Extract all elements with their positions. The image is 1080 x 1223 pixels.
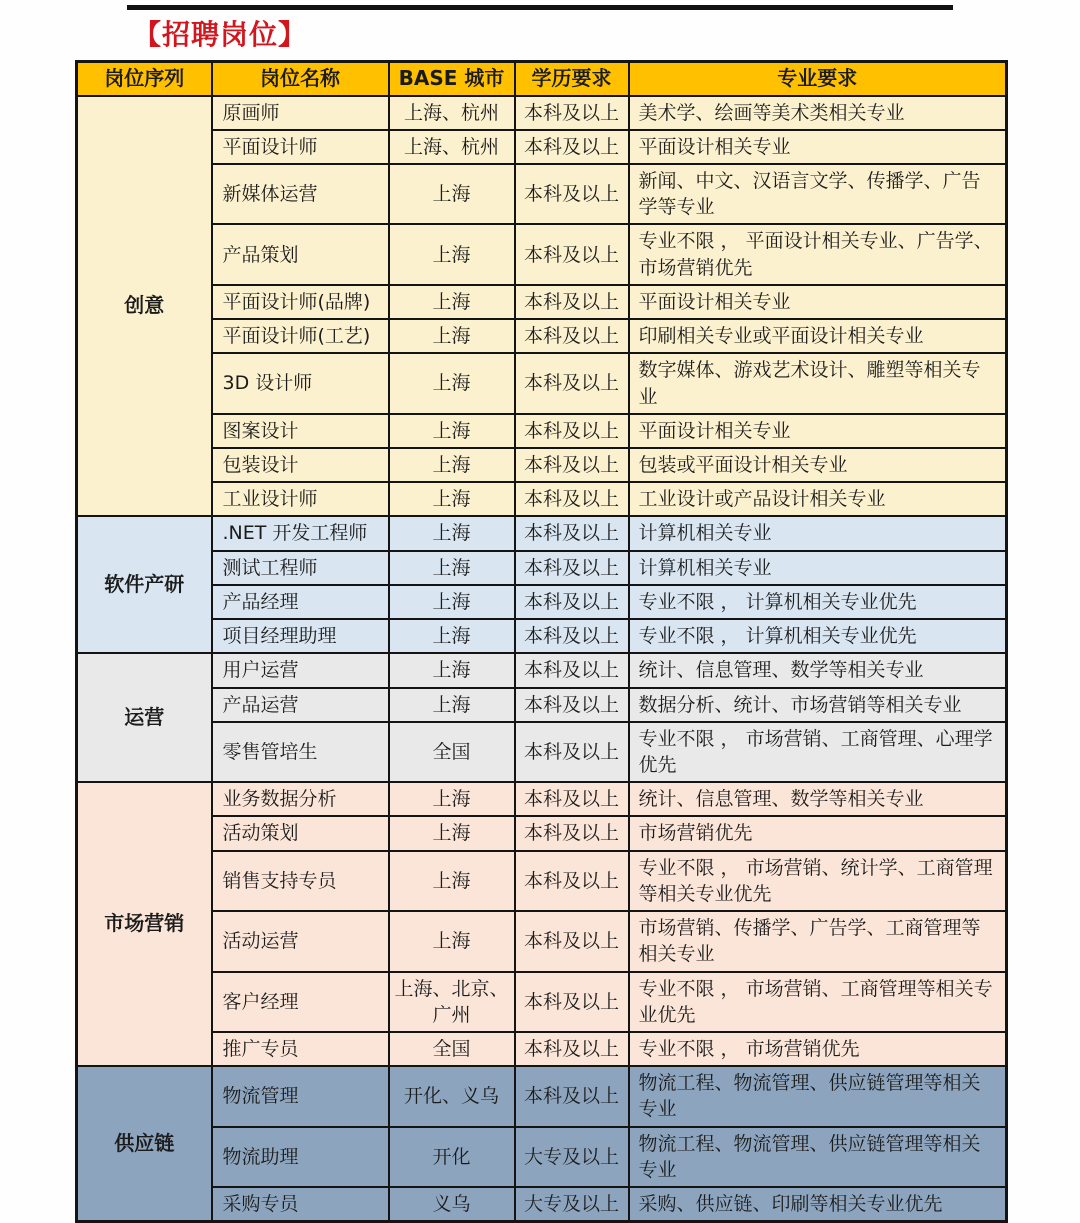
cell-position: 用户运营 xyxy=(212,653,389,687)
cell-major: 专业不限 ， 市场营销优先 xyxy=(629,1032,1007,1066)
cell-education: 大专及以上 xyxy=(515,1127,629,1187)
table-row xyxy=(77,653,1007,687)
page-title: 【招聘岗位】 xyxy=(133,18,308,51)
cell-major: 计算机相关专业 xyxy=(629,516,1007,550)
cell-city: 上海 xyxy=(389,285,515,319)
cell-major: 采购、供应链、印刷等相关专业优先 xyxy=(629,1187,1007,1222)
table-row xyxy=(77,285,1007,319)
cell-position: 活动策划 xyxy=(212,816,389,850)
cell-major: 专业不限 ， 市场营销、统计学、工商管理等相关专业优先 xyxy=(629,851,1007,911)
cell-education: 本科及以上 xyxy=(515,688,629,722)
cell-position: 产品经理 xyxy=(212,585,389,619)
cell-city: 上海 xyxy=(389,782,515,816)
cell-education: 本科及以上 xyxy=(515,722,629,782)
table-row xyxy=(77,96,1007,130)
cell-education: 本科及以上 xyxy=(515,619,629,653)
cell-city: 上海 xyxy=(389,353,515,413)
cell-position: 活动运营 xyxy=(212,911,389,971)
table-row xyxy=(77,972,1007,1032)
cell-city: 上海 xyxy=(389,911,515,971)
cell-major: 专业不限 ， 市场营销、工商管理等相关专业优先 xyxy=(629,972,1007,1032)
cell-major: 物流工程、物流管理、供应链管理等相关专业 xyxy=(629,1066,1007,1126)
cell-position: 业务数据分析 xyxy=(212,782,389,816)
table-row xyxy=(77,1066,1007,1126)
group-label: 市场营销 xyxy=(77,782,212,1066)
cell-city: 上海 xyxy=(389,585,515,619)
cell-education: 本科及以上 xyxy=(515,414,629,448)
cell-education: 本科及以上 xyxy=(515,911,629,971)
cell-position: 零售管培生 xyxy=(212,722,389,782)
table-row xyxy=(77,448,1007,482)
cell-education: 本科及以上 xyxy=(515,782,629,816)
cell-position: 项目经理助理 xyxy=(212,619,389,653)
cell-city: 上海、北京、广州 xyxy=(389,972,515,1032)
cell-position: 图案设计 xyxy=(212,414,389,448)
table-row xyxy=(77,722,1007,782)
cell-position: 工业设计师 xyxy=(212,482,389,516)
cell-education: 本科及以上 xyxy=(515,482,629,516)
cell-education: 本科及以上 xyxy=(515,516,629,550)
column-header-3: 学历要求 xyxy=(515,62,629,96)
cell-education: 本科及以上 xyxy=(515,164,629,224)
cell-major: 美术学、绘画等美术类相关专业 xyxy=(629,96,1007,130)
cell-major: 数字媒体、游戏艺术设计、雕塑等相关专业 xyxy=(629,353,1007,413)
column-header-1: 岗位名称 xyxy=(212,62,389,96)
table-row xyxy=(77,164,1007,224)
cell-city: 上海 xyxy=(389,619,515,653)
cell-city: 上海 xyxy=(389,653,515,687)
cell-position: 产品策划 xyxy=(212,224,389,284)
cell-position: 包装设计 xyxy=(212,448,389,482)
cell-education: 本科及以上 xyxy=(515,448,629,482)
cell-city: 上海 xyxy=(389,448,515,482)
table-row xyxy=(77,585,1007,619)
column-header-4: 专业要求 xyxy=(629,62,1007,96)
table-row xyxy=(77,353,1007,413)
cell-city: 开化、义乌 xyxy=(389,1066,515,1126)
cell-major: 工业设计或产品设计相关专业 xyxy=(629,482,1007,516)
cell-position: 物流助理 xyxy=(212,1127,389,1187)
table-row xyxy=(77,1032,1007,1066)
cell-city: 开化 xyxy=(389,1127,515,1187)
cell-city: 上海 xyxy=(389,516,515,550)
cell-city: 上海 xyxy=(389,224,515,284)
group-label: 运营 xyxy=(77,653,212,782)
cell-position: .NET 开发工程师 xyxy=(212,516,389,550)
cell-city: 义乌 xyxy=(389,1187,515,1222)
cell-major: 统计、信息管理、数学等相关专业 xyxy=(629,782,1007,816)
cell-education: 本科及以上 xyxy=(515,816,629,850)
cell-education: 本科及以上 xyxy=(515,551,629,585)
cell-education: 本科及以上 xyxy=(515,224,629,284)
cell-education: 本科及以上 xyxy=(515,96,629,130)
table-header xyxy=(77,62,1007,96)
cell-major: 专业不限 ， 平面设计相关专业、广告学、市场营销优先 xyxy=(629,224,1007,284)
cell-major: 数据分析、统计、市场营销等相关专业 xyxy=(629,688,1007,722)
cell-position: 平面设计师(品牌) xyxy=(212,285,389,319)
cell-education: 本科及以上 xyxy=(515,1032,629,1066)
table-header-row xyxy=(77,62,1007,96)
cell-city: 全国 xyxy=(389,722,515,782)
column-header-2: BASE 城市 xyxy=(389,62,515,96)
cell-city: 上海 xyxy=(389,482,515,516)
cell-position: 销售支持专员 xyxy=(212,851,389,911)
cell-major: 专业不限 ， 市场营销、工商管理、心理学优先 xyxy=(629,722,1007,782)
cell-position: 产品运营 xyxy=(212,688,389,722)
table-row xyxy=(77,482,1007,516)
cell-city: 上海 xyxy=(389,319,515,353)
cell-education: 大专及以上 xyxy=(515,1187,629,1222)
table-row xyxy=(77,851,1007,911)
cell-major: 市场营销、传播学、广告学、工商管理等相关专业 xyxy=(629,911,1007,971)
cell-major: 物流工程、物流管理、供应链管理等相关专业 xyxy=(629,1127,1007,1187)
cell-city: 上海 xyxy=(389,688,515,722)
recruitment-positions-table xyxy=(75,60,1008,1223)
cell-position: 平面设计师 xyxy=(212,130,389,164)
table-row xyxy=(77,1127,1007,1187)
cell-city: 上海 xyxy=(389,551,515,585)
cell-position: 物流管理 xyxy=(212,1066,389,1126)
cell-major: 平面设计相关专业 xyxy=(629,285,1007,319)
cell-major: 新闻、中文、汉语言文学、传播学、广告学等专业 xyxy=(629,164,1007,224)
group-label: 供应链 xyxy=(77,1066,212,1222)
cell-education: 本科及以上 xyxy=(515,1066,629,1126)
cell-city: 上海、杭州 xyxy=(389,130,515,164)
table-row xyxy=(77,414,1007,448)
group-label: 创意 xyxy=(77,96,212,517)
cell-education: 本科及以上 xyxy=(515,851,629,911)
table-row xyxy=(77,911,1007,971)
cell-city: 上海 xyxy=(389,851,515,911)
table-row xyxy=(77,130,1007,164)
table-row xyxy=(77,224,1007,284)
cell-city: 上海 xyxy=(389,164,515,224)
cell-education: 本科及以上 xyxy=(515,972,629,1032)
cell-major: 统计、信息管理、数学等相关专业 xyxy=(629,653,1007,687)
cell-position: 原画师 xyxy=(212,96,389,130)
cell-city: 上海 xyxy=(389,816,515,850)
cell-major: 计算机相关专业 xyxy=(629,551,1007,585)
table-row xyxy=(77,782,1007,816)
cell-major: 平面设计相关专业 xyxy=(629,414,1007,448)
cell-city: 上海、杭州 xyxy=(389,96,515,130)
cell-position: 采购专员 xyxy=(212,1187,389,1222)
cell-position: 新媒体运营 xyxy=(212,164,389,224)
column-header-0: 岗位序列 xyxy=(77,62,212,96)
table-row xyxy=(77,551,1007,585)
table-row xyxy=(77,516,1007,550)
cell-education: 本科及以上 xyxy=(515,319,629,353)
table-row xyxy=(77,1187,1007,1222)
cell-education: 本科及以上 xyxy=(515,353,629,413)
table-body xyxy=(77,96,1007,1222)
cell-major: 包装或平面设计相关专业 xyxy=(629,448,1007,482)
cell-education: 本科及以上 xyxy=(515,285,629,319)
cell-city: 上海 xyxy=(389,414,515,448)
cell-education: 本科及以上 xyxy=(515,585,629,619)
cell-education: 本科及以上 xyxy=(515,653,629,687)
table-row xyxy=(77,319,1007,353)
cell-major: 平面设计相关专业 xyxy=(629,130,1007,164)
cell-city: 全国 xyxy=(389,1032,515,1066)
table-row xyxy=(77,688,1007,722)
cell-major: 专业不限 ， 计算机相关专业优先 xyxy=(629,619,1007,653)
cell-position: 测试工程师 xyxy=(212,551,389,585)
cell-position: 推广专员 xyxy=(212,1032,389,1066)
cell-education: 本科及以上 xyxy=(515,130,629,164)
table-row xyxy=(77,816,1007,850)
group-label: 软件产研 xyxy=(77,516,212,653)
cell-position: 平面设计师(工艺) xyxy=(212,319,389,353)
cell-major: 市场营销优先 xyxy=(629,816,1007,850)
cell-position: 客户经理 xyxy=(212,972,389,1032)
cell-major: 专业不限 ， 计算机相关专业优先 xyxy=(629,585,1007,619)
cell-major: 印刷相关专业或平面设计相关专业 xyxy=(629,319,1007,353)
cell-position: 3D 设计师 xyxy=(212,353,389,413)
table-row xyxy=(77,619,1007,653)
top-divider-rule xyxy=(127,5,953,10)
